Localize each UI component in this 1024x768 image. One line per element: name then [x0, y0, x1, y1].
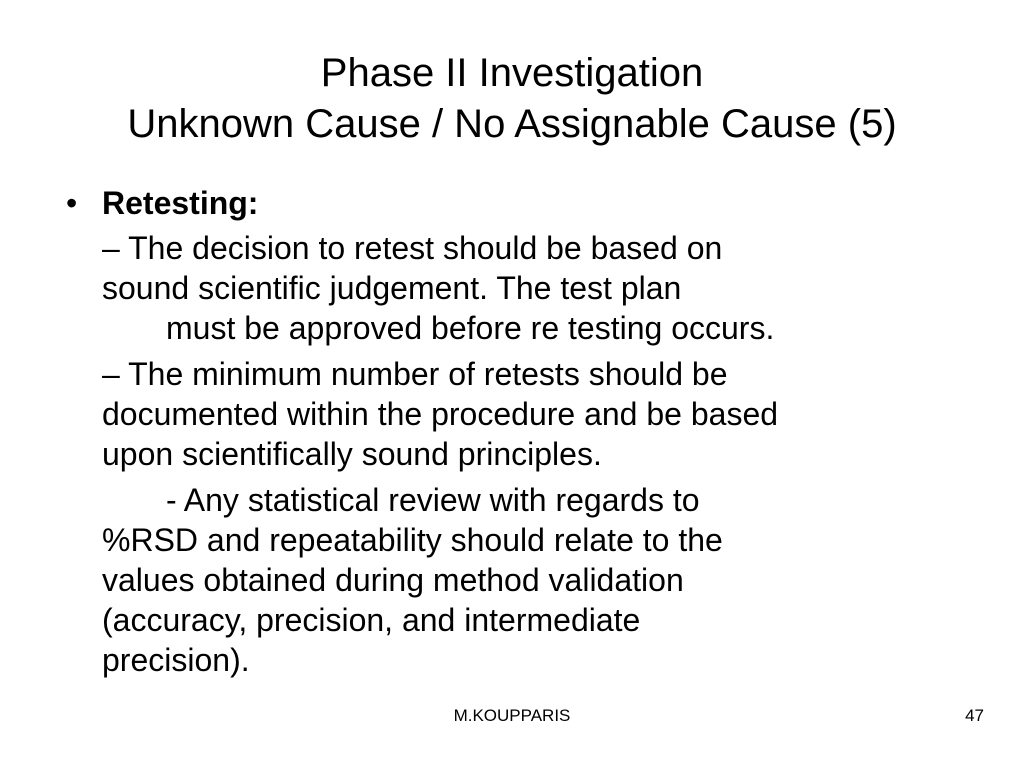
- paragraph-line: upon scientifically sound principles.: [102, 436, 602, 472]
- sub-paragraph-retest-decision: [102, 228, 980, 348]
- paragraph-line: – The minimum number of retests should be: [102, 356, 728, 392]
- bullet-item: [60, 182, 980, 228]
- slide-title: [40, 48, 984, 150]
- bullet-heading: Retesting:: [102, 185, 259, 221]
- paragraph-line: sound scientific judgement. The test plan: [102, 270, 682, 306]
- slide-title-line-2: Unknown Cause / No Assignable Cause (5): [127, 102, 897, 146]
- paragraph-line: documented within the procedure and be based: [102, 396, 779, 432]
- paragraph-line: must be approved before re testing occurs.: [166, 310, 775, 346]
- sub-paragraph-minimum-retests: [102, 354, 980, 474]
- slide-title-line-1: Phase II Investigation: [320, 51, 704, 95]
- bullet-marker: •: [66, 185, 78, 221]
- sub-paragraph-statistical-review: [102, 480, 980, 680]
- paragraph-line: precision).: [102, 642, 250, 678]
- footer-author: M.KOUPPARIS: [453, 706, 571, 725]
- paragraph-line: - Any statistical review with regards to: [166, 482, 700, 518]
- paragraph-line: (accuracy, precision, and intermediate: [102, 602, 641, 638]
- slide-body: [60, 182, 980, 680]
- paragraph-line: %RSD and repeatability should relate to the: [102, 522, 723, 558]
- paragraph-line: – The decision to retest should be based on: [102, 230, 723, 266]
- paragraph-line: values obtained during method validation: [102, 562, 684, 598]
- footer-page-number: 47: [965, 706, 984, 725]
